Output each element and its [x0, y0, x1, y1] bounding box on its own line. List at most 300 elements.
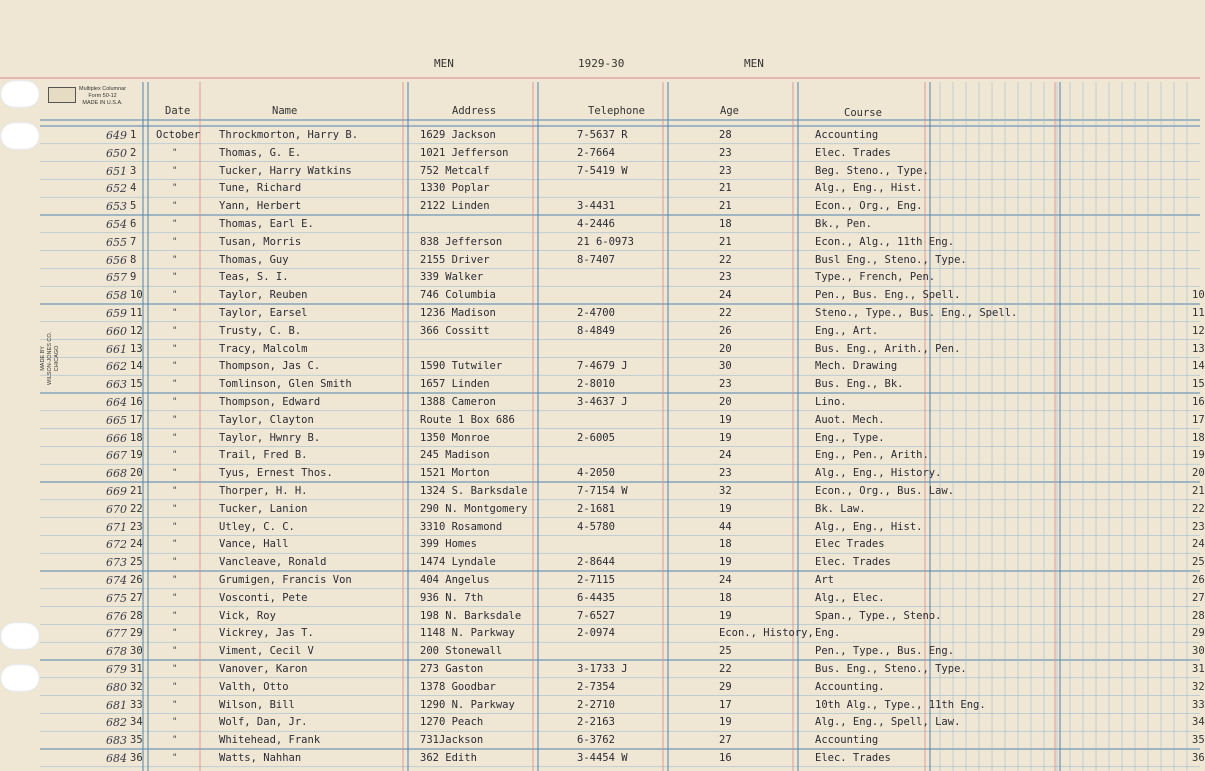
age-cell: 44 [719, 520, 732, 533]
row-number: 8 [130, 253, 137, 266]
name-cell: Viment, Cecil V [219, 645, 314, 658]
course-cell: Alg., Eng., Hist. [815, 182, 923, 195]
course-cell: Span., Type., Steno. [815, 609, 942, 622]
date-cell: " [172, 681, 178, 692]
entry-number: 668 [106, 467, 127, 481]
address-cell: 731Jackson [420, 734, 484, 747]
column-header-address: Address [452, 105, 497, 117]
header-left: MEN [434, 57, 454, 70]
edge-row-number: 14 [1192, 360, 1205, 373]
telephone-cell: 2-8644 [577, 556, 615, 569]
address-cell: 838 Jefferson [420, 235, 503, 248]
edge-row-number: 13 [1192, 342, 1205, 355]
age-cell: 23 [719, 271, 732, 284]
date-cell: " [172, 646, 178, 657]
age-cell: 22 [719, 663, 732, 675]
row-number: 7 [130, 235, 137, 248]
entry-number: 655 [106, 235, 127, 249]
entry-number: 673 [106, 556, 127, 570]
age-cell: 28 [719, 129, 732, 141]
date-cell: " [172, 521, 178, 532]
course-cell: Bus. Eng., Arith., Pen. [815, 342, 961, 355]
address-cell: 752 Metcalf [420, 164, 490, 177]
age-cell: 19 [719, 502, 732, 515]
name-cell: Trusty, C. B. [219, 324, 302, 337]
telephone-cell: 2-7664 [577, 146, 615, 159]
entry-number: 669 [106, 485, 127, 498]
name-cell: Vick, Roy [219, 609, 276, 622]
address-cell: Route 1 Box 686 [420, 413, 515, 426]
entry-number: 680 [106, 680, 127, 694]
date-cell: " [172, 699, 178, 710]
address-cell: 1021 Jefferson [420, 146, 509, 159]
entry-number: 674 [106, 574, 127, 587]
age-cell: 22 [719, 253, 732, 266]
name-cell: Thomas, Earl E. [219, 218, 314, 230]
course-cell: Bus. Eng., Bk. [815, 378, 904, 391]
address-cell: 339 Walker [420, 271, 484, 284]
date-cell: October [156, 129, 201, 141]
address-cell: 366 Cossitt [420, 324, 490, 337]
name-cell: Grumigen, Francis Von [219, 574, 352, 586]
telephone-cell: 21 6-0973 [577, 235, 634, 248]
entry-number: 672 [106, 538, 127, 552]
date-cell: " [172, 325, 178, 336]
age-cell: 19 [719, 716, 732, 729]
edge-row-number: 26 [1192, 574, 1205, 586]
name-cell: Tomlinson, Glen Smith [219, 378, 352, 391]
edge-row-number: 20 [1192, 467, 1205, 480]
entry-number: 665 [106, 413, 127, 427]
age-cell: 19 [719, 609, 732, 622]
age-cell: 19 [719, 556, 732, 569]
form-brand-line: MADE IN U.S.A. [82, 100, 123, 106]
row-number: 26 [130, 574, 143, 586]
course-cell: Accounting [815, 129, 879, 141]
date-cell: " [172, 610, 178, 621]
name-cell: Wilson, Bill [219, 698, 295, 711]
entry-number: 663 [106, 378, 127, 392]
course-cell: Mech. Drawing [815, 360, 898, 373]
age-cell: 32 [719, 485, 732, 497]
binder-hole [0, 664, 40, 692]
edge-row-number: 23 [1192, 520, 1205, 533]
form-maker-line: MADE BY [40, 346, 46, 371]
edge-row-number: 28 [1192, 609, 1205, 622]
address-cell: 1590 Tutwiler [420, 360, 503, 373]
entry-number: 683 [106, 734, 127, 748]
course-cell: Econ., Org., Bus. Law. [815, 485, 955, 497]
column-header-course: Course [844, 107, 882, 119]
entry-number: 677 [106, 627, 127, 641]
date-cell: " [172, 575, 178, 585]
row-number: 1 [130, 129, 137, 141]
telephone-cell: 7-5637 R [577, 129, 628, 141]
edge-row-number: 33 [1192, 698, 1205, 711]
address-cell: 1629 Jackson [420, 129, 496, 141]
telephone-cell: 2-6005 [577, 431, 615, 444]
telephone-cell: 2-0974 [577, 627, 615, 640]
course-cell: Pen., Bus. Eng., Spell. [815, 289, 961, 302]
name-cell: Thompson, Jas C. [219, 360, 321, 373]
address-cell: 1270 Peach [420, 716, 484, 729]
date-cell: " [172, 628, 178, 639]
row-number: 22 [130, 502, 143, 515]
telephone-cell: 7-7154 W [577, 485, 628, 497]
name-cell: Tucker, Harry Watkins [219, 164, 352, 177]
entry-number: 656 [106, 253, 127, 267]
age-cell: 21 [719, 200, 732, 213]
row-number: 21 [130, 485, 143, 497]
row-number: 25 [130, 556, 143, 569]
age-cell: 18 [719, 538, 732, 551]
form-maker-line: WILSON-JONES CO. [47, 331, 53, 385]
row-number: 31 [130, 663, 143, 675]
entry-number: 662 [106, 360, 127, 374]
entry-number: 675 [106, 591, 127, 605]
date-cell: " [172, 717, 178, 728]
address-cell: 200 Stonewall [420, 645, 503, 658]
address-cell: 3310 Rosamond [420, 520, 503, 533]
age-cell: 24 [719, 449, 732, 462]
age-cell: 20 [719, 342, 732, 355]
date-cell: " [172, 254, 178, 265]
row-number: 2 [130, 146, 137, 159]
address-cell: 1324 S. Barksdale [420, 485, 528, 497]
address-cell: 245 Madison [420, 449, 490, 462]
row-number: 30 [130, 645, 143, 658]
telephone-cell: 2-7115 [577, 574, 615, 586]
row-number: 12 [130, 324, 143, 337]
entry-number: 653 [106, 200, 127, 214]
course-cell: Elec Trades [815, 538, 885, 551]
name-cell: Yann, Herbert [219, 200, 302, 213]
age-cell: 23 [719, 378, 732, 391]
form-maker [40, 332, 61, 385]
row-number: 17 [130, 413, 143, 426]
course-cell: Eng., Type. [815, 431, 885, 444]
edge-row-number: 10 [1192, 289, 1205, 302]
address-cell: 1388 Cameron [420, 396, 496, 408]
date-cell: " [172, 432, 178, 443]
name-cell: Utley, C. C. [219, 520, 295, 533]
telephone-cell: 4-5780 [577, 520, 615, 533]
address-cell: 1521 Morton [420, 467, 490, 480]
course-cell: Bk., Pen. [815, 218, 872, 230]
form-brand-line: Multiplex Columnar [79, 86, 127, 92]
edge-row-number: 30 [1192, 645, 1205, 658]
address-cell: 399 Homes [420, 538, 477, 551]
date-cell: " [172, 735, 178, 746]
course-cell: Alg., Eng., Hist. [815, 520, 923, 533]
course-cell: Art [815, 574, 834, 586]
row-number: 16 [130, 396, 143, 408]
age-cell: 30 [719, 360, 732, 373]
edge-row-number: 27 [1192, 591, 1205, 604]
row-number: 20 [130, 467, 143, 480]
entry-number: 682 [106, 716, 127, 730]
name-cell: Tune, Richard [219, 182, 302, 195]
header-right: MEN [744, 57, 764, 70]
age-cell: 23 [719, 164, 732, 177]
telephone-cell: 2-4700 [577, 307, 615, 319]
date-cell: " [172, 468, 178, 479]
date-cell: " [172, 753, 178, 763]
row-number: 29 [130, 627, 143, 640]
name-cell: Watts, Nahhan [219, 752, 302, 764]
course-cell: Elec. Trades [815, 752, 891, 764]
edge-row-number: 24 [1192, 538, 1205, 551]
age-cell: 19 [719, 431, 732, 444]
telephone-cell: 2-7354 [577, 680, 615, 693]
telephone-cell: 2-1681 [577, 502, 615, 515]
date-cell: " [172, 272, 178, 283]
age-cell: 16 [719, 752, 732, 764]
address-cell: 1474 Lyndale [420, 556, 496, 569]
row-number: 10 [130, 289, 143, 302]
entry-number: 654 [106, 218, 127, 231]
telephone-cell: 7-6527 [577, 609, 615, 622]
age-cell: 27 [719, 734, 732, 747]
date-cell: " [172, 664, 178, 674]
entry-number: 664 [106, 396, 127, 409]
date-cell: " [172, 219, 178, 229]
entry-number: 679 [106, 663, 127, 676]
telephone-cell: 3-4637 J [577, 396, 628, 408]
age-cell: 26 [719, 324, 732, 337]
telephone-cell: 4-2446 [577, 218, 615, 230]
entry-number: 660 [106, 324, 127, 338]
name-cell: Taylor, Hwnry B. [219, 431, 321, 444]
entry-number: 681 [106, 698, 127, 712]
telephone-cell: 4-2050 [577, 467, 615, 480]
column-header-age: Age [720, 105, 739, 117]
course-cell: Eng., Art. [815, 324, 879, 337]
address-cell: 290 N. Montgomery [420, 502, 528, 515]
course-cell: Eng., Pen., Arith. [815, 449, 929, 462]
entry-number: 658 [106, 289, 127, 303]
name-cell: Teas, S. I. [219, 271, 289, 284]
entry-number: 666 [106, 431, 127, 445]
entry-number: 678 [106, 645, 127, 659]
name-cell: Trail, Fred B. [219, 449, 308, 462]
row-number: 32 [130, 680, 143, 693]
course-cell: Elec. Trades [815, 146, 891, 159]
date-cell: " [172, 414, 178, 425]
age-cell: 25 [719, 645, 732, 658]
course-cell: Econ., Alg., 11th Eng. [815, 235, 955, 248]
course-cell: Econ., Org., Eng. [815, 200, 923, 213]
date-cell: " [172, 539, 178, 550]
name-cell: Vosconti, Pete [219, 591, 308, 604]
age-cell: 23 [719, 146, 732, 159]
address-cell: 1378 Goodbar [420, 680, 496, 693]
name-cell: Vance, Hall [219, 538, 289, 551]
age-cell: 20 [719, 396, 732, 408]
age-cell: 29 [719, 680, 732, 693]
entry-number: 650 [106, 146, 127, 160]
form-logo [48, 87, 76, 103]
entry-number: 659 [106, 307, 127, 320]
row-number: 18 [130, 431, 143, 444]
course-cell: Accounting [815, 734, 879, 747]
edge-row-number: 18 [1192, 431, 1205, 444]
age-cell: 19 [719, 413, 732, 426]
edge-row-number: 22 [1192, 502, 1205, 515]
row-number: 28 [130, 609, 143, 622]
binder-hole [0, 622, 40, 650]
edge-row-number: 32 [1192, 680, 1205, 693]
name-cell: Tusan, Morris [219, 235, 302, 248]
age-cell: 24 [719, 574, 732, 586]
age-cell: 24 [719, 289, 732, 302]
course-cell: Elec. Trades [815, 556, 891, 569]
binder-hole [0, 122, 40, 150]
date-cell: " [172, 557, 178, 568]
form-brand [79, 86, 126, 107]
date-cell: " [172, 290, 178, 301]
row-number: 14 [130, 360, 143, 373]
entry-number: 671 [106, 520, 127, 534]
edge-row-number: 19 [1192, 449, 1205, 462]
course-cell: 10th Alg., Type., 11th Eng. [815, 698, 986, 711]
name-cell: Thomas, Guy [219, 253, 289, 266]
telephone-cell: 2-2710 [577, 698, 615, 711]
form-maker-line: CHICAGO [54, 345, 60, 372]
course-cell: Type., French, Pen. [815, 271, 936, 284]
telephone-cell: 6-4435 [577, 591, 615, 604]
course-cell: Bk. Law. [815, 502, 866, 515]
address-cell: 1350 Monroe [420, 431, 490, 444]
row-number: 36 [130, 752, 143, 764]
course-cell: Busl Eng., Steno., Type. [815, 253, 967, 266]
entry-number: 667 [106, 449, 127, 463]
entry-number: 670 [106, 502, 127, 516]
address-cell: 1330 Poplar [420, 182, 490, 195]
row-number: 3 [130, 164, 137, 177]
age-cell: 23 [719, 467, 732, 480]
name-cell: Tyus, Ernest Thos. [219, 467, 333, 480]
date-cell: " [172, 201, 178, 212]
course-cell: Bus. Eng., Steno., Type. [815, 663, 967, 675]
telephone-cell: 2-2163 [577, 716, 615, 729]
row-number: 6 [130, 218, 137, 230]
name-cell: Whitehead, Frank [219, 734, 321, 747]
date-cell: " [172, 486, 178, 496]
telephone-cell: 3-1733 J [577, 663, 628, 675]
course-cell: Alg., Eng., History. [815, 467, 942, 480]
date-cell: " [172, 343, 178, 354]
telephone-cell: 8-4849 [577, 324, 615, 337]
row-number: 34 [130, 716, 143, 729]
name-cell: Thorper, H. H. [219, 485, 308, 497]
address-cell: 746 Columbia [420, 289, 496, 302]
row-number: 35 [130, 734, 143, 747]
course-cell: Lino. [815, 396, 847, 408]
address-cell: 2155 Driver [420, 253, 490, 266]
edge-row-number: 36 [1192, 752, 1205, 764]
name-cell: Taylor, Reuben [219, 289, 308, 302]
course-cell: Alg., Eng., Spell, Law. [815, 716, 961, 729]
column-header-date: Date [165, 105, 191, 117]
row-number: 5 [130, 200, 137, 213]
course-cell: Auot. Mech. [815, 413, 885, 426]
telephone-cell: 7-5419 W [577, 164, 628, 177]
name-cell: Taylor, Clayton [219, 413, 314, 426]
address-cell: 362 Edith [420, 752, 477, 764]
age-cell: 18 [719, 591, 732, 604]
date-cell: " [172, 147, 178, 158]
address-cell: 273 Gaston [420, 663, 484, 675]
date-cell: " [172, 503, 178, 514]
address-cell: 1657 Linden [420, 378, 490, 391]
address-cell: 1236 Madison [420, 307, 496, 319]
edge-row-number: 16 [1192, 396, 1205, 408]
name-cell: Thompson, Edward [219, 396, 321, 408]
course-cell: Eng. [815, 627, 841, 640]
name-cell: Throckmorton, Harry B. [219, 129, 359, 141]
age-cell: 21 [719, 182, 732, 195]
edge-row-number: 31 [1192, 663, 1205, 675]
telephone-cell: 2-8010 [577, 378, 615, 391]
entry-number: 651 [106, 164, 127, 178]
age-cell: Econ., History, [719, 627, 814, 640]
date-cell: " [172, 165, 178, 176]
row-number: 4 [130, 182, 137, 195]
entry-number: 649 [106, 129, 127, 142]
column-header-telephone: Telephone [588, 105, 645, 117]
address-cell: 936 N. 7th [420, 591, 484, 604]
telephone-cell: 3-4454 W [577, 752, 628, 764]
address-cell: 198 N. Barksdale [420, 609, 522, 622]
name-cell: Tracy, Malcolm [219, 342, 308, 355]
entry-number: 652 [106, 182, 127, 196]
edge-row-number: 34 [1192, 716, 1205, 729]
edge-row-number: 35 [1192, 734, 1205, 747]
name-cell: Vanover, Karon [219, 663, 308, 675]
course-cell: Beg. Steno., Type. [815, 164, 929, 177]
edge-row-number: 11 [1192, 307, 1205, 319]
row-number: 13 [130, 342, 143, 355]
entry-number: 661 [106, 342, 127, 356]
address-cell: 1290 N. Parkway [420, 698, 515, 711]
row-number: 9 [130, 271, 137, 284]
date-cell: " [172, 361, 178, 372]
name-cell: Wolf, Dan, Jr. [219, 716, 308, 729]
date-cell: " [172, 450, 178, 461]
telephone-cell: 7-4679 J [577, 360, 628, 373]
course-cell: Accounting. [815, 680, 885, 693]
address-cell: 1148 N. Parkway [420, 627, 515, 640]
address-cell: 2122 Linden [420, 200, 490, 213]
age-cell: 17 [719, 698, 732, 711]
edge-row-number: 17 [1192, 413, 1205, 426]
age-cell: 21 [719, 235, 732, 248]
row-number: 24 [130, 538, 143, 551]
name-cell: Valth, Otto [219, 680, 289, 693]
course-cell: Pen., Type., Bus. Eng. [815, 645, 955, 658]
row-number: 23 [130, 520, 143, 533]
telephone-cell: 8-7407 [577, 253, 615, 266]
date-cell: " [172, 379, 178, 390]
edge-row-number: 12 [1192, 324, 1205, 337]
name-cell: Vancleave, Ronald [219, 556, 327, 569]
name-cell: Thomas, G. E. [219, 146, 302, 159]
date-cell: " [172, 236, 178, 247]
course-cell: Steno., Type., Bus. Eng., Spell. [815, 307, 1018, 319]
date-cell: " [172, 397, 178, 407]
edge-row-number: 25 [1192, 556, 1205, 569]
